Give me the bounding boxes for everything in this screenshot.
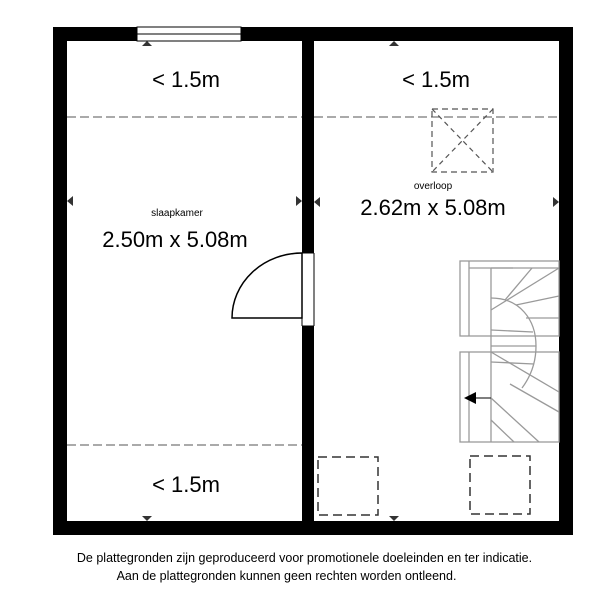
slaapkamer-top-low-ceiling-label: < 1.5m (152, 67, 220, 92)
slaapkamer-name: slaapkamer (151, 208, 203, 219)
slaapkamer-floor (67, 41, 302, 521)
disclaimer-line-2: Aan de plattegronden kunnen geen rechten worden ontleend. (116, 569, 457, 583)
overloop-top-low-ceiling-label: < 1.5m (402, 67, 470, 92)
overloop-name: overloop (413, 181, 453, 192)
overloop-dimensions: 2.62m x 5.08m (360, 195, 506, 220)
slaapkamer-bottom-low-ceiling-label: < 1.5m (152, 472, 220, 497)
window (137, 27, 241, 41)
slaapkamer-dimensions: 2.50m x 5.08m (102, 227, 248, 252)
disclaimer-line-1: De plattegronden zijn geproduceerd voor promotionele doeleinden en ter indicatie. (76, 551, 533, 565)
overloop-floor (314, 41, 559, 521)
